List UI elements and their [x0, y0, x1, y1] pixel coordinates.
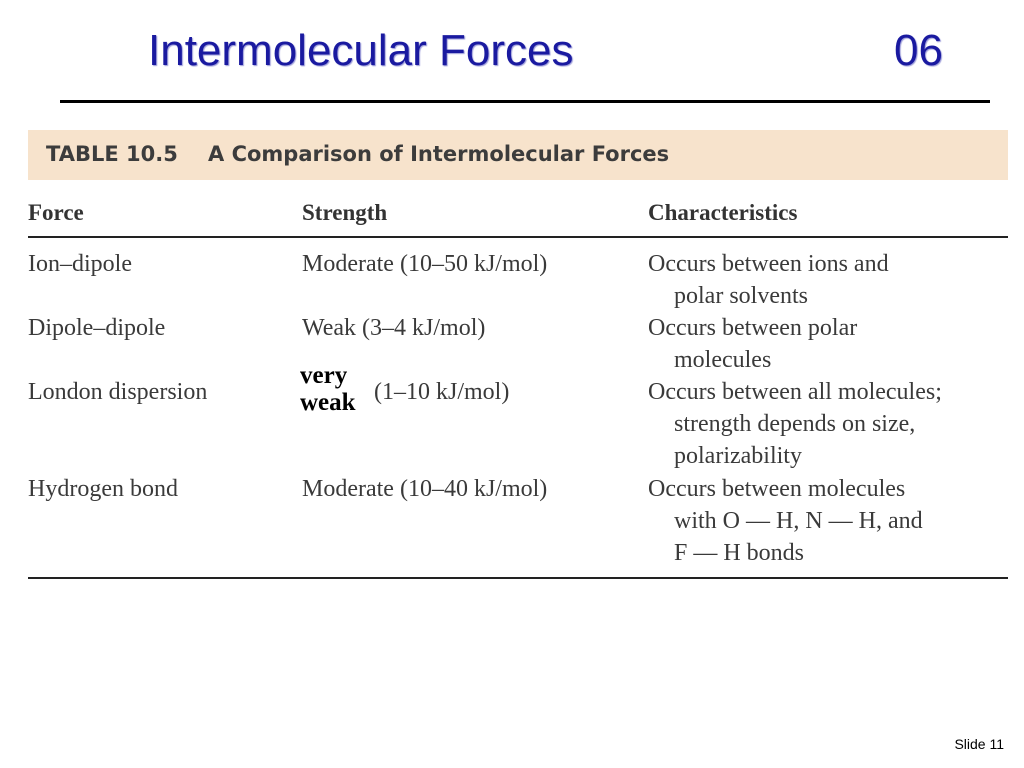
table-row — [28, 376, 1008, 473]
characteristics-line: strength depends on size, — [674, 411, 916, 437]
table-body — [28, 248, 1008, 569]
table-row — [28, 473, 1008, 569]
table-header-row — [28, 196, 1008, 238]
force-cell: Hydrogen bond — [28, 476, 178, 502]
header-force: Force — [28, 200, 84, 225]
overlay-line-weak: weak — [300, 389, 356, 416]
characteristics-cell — [648, 473, 1008, 569]
very-weak-overlay-label — [300, 362, 368, 416]
table-number: TABLE 10.5 — [46, 142, 178, 166]
table-row — [28, 248, 1008, 312]
characteristics-line: Occurs between all molecules; — [648, 379, 942, 405]
characteristics-line: polar solvents — [674, 283, 808, 309]
slide-number-footer: Slide 11 — [954, 736, 1004, 752]
chapter-number: 06 — [894, 26, 943, 75]
characteristics-cell — [648, 376, 1008, 472]
table-bottom-rule — [28, 577, 1008, 579]
characteristics-cell — [648, 312, 1008, 376]
table-caption: A Comparison of Intermolecular Forces — [208, 142, 670, 166]
characteristics-line: Occurs between molecules — [648, 476, 906, 502]
characteristics-cell — [648, 248, 1008, 312]
characteristics-line: Occurs between polar — [648, 315, 858, 341]
strength-cell: Moderate (10–50 kJ/mol) — [302, 251, 548, 277]
characteristics-line: polarizability — [674, 443, 802, 469]
title-divider — [60, 100, 990, 103]
characteristics-line: with O — H, N — H, and — [674, 508, 923, 534]
force-cell: Ion–dipole — [28, 251, 132, 277]
header-characteristics: Characteristics — [648, 200, 798, 225]
characteristics-line: molecules — [674, 347, 772, 373]
table-row — [28, 312, 1008, 376]
strength-cell: Weak (3–4 kJ/mol) — [302, 315, 486, 341]
overlay-line-very: very — [300, 362, 348, 389]
characteristics-line: Occurs between ions and — [648, 251, 889, 277]
strength-cell: Moderate (10–40 kJ/mol) — [302, 476, 548, 502]
force-cell: London dispersion — [28, 379, 208, 405]
force-cell: Dipole–dipole — [28, 315, 166, 341]
table-banner — [28, 130, 1008, 180]
slide-title: Intermolecular Forces — [148, 26, 574, 75]
strength-cell: (1–10 kJ/mol) — [374, 379, 510, 405]
header-strength: Strength — [302, 200, 388, 225]
characteristics-line: F — H bonds — [674, 540, 805, 566]
comparison-table — [28, 196, 1008, 569]
